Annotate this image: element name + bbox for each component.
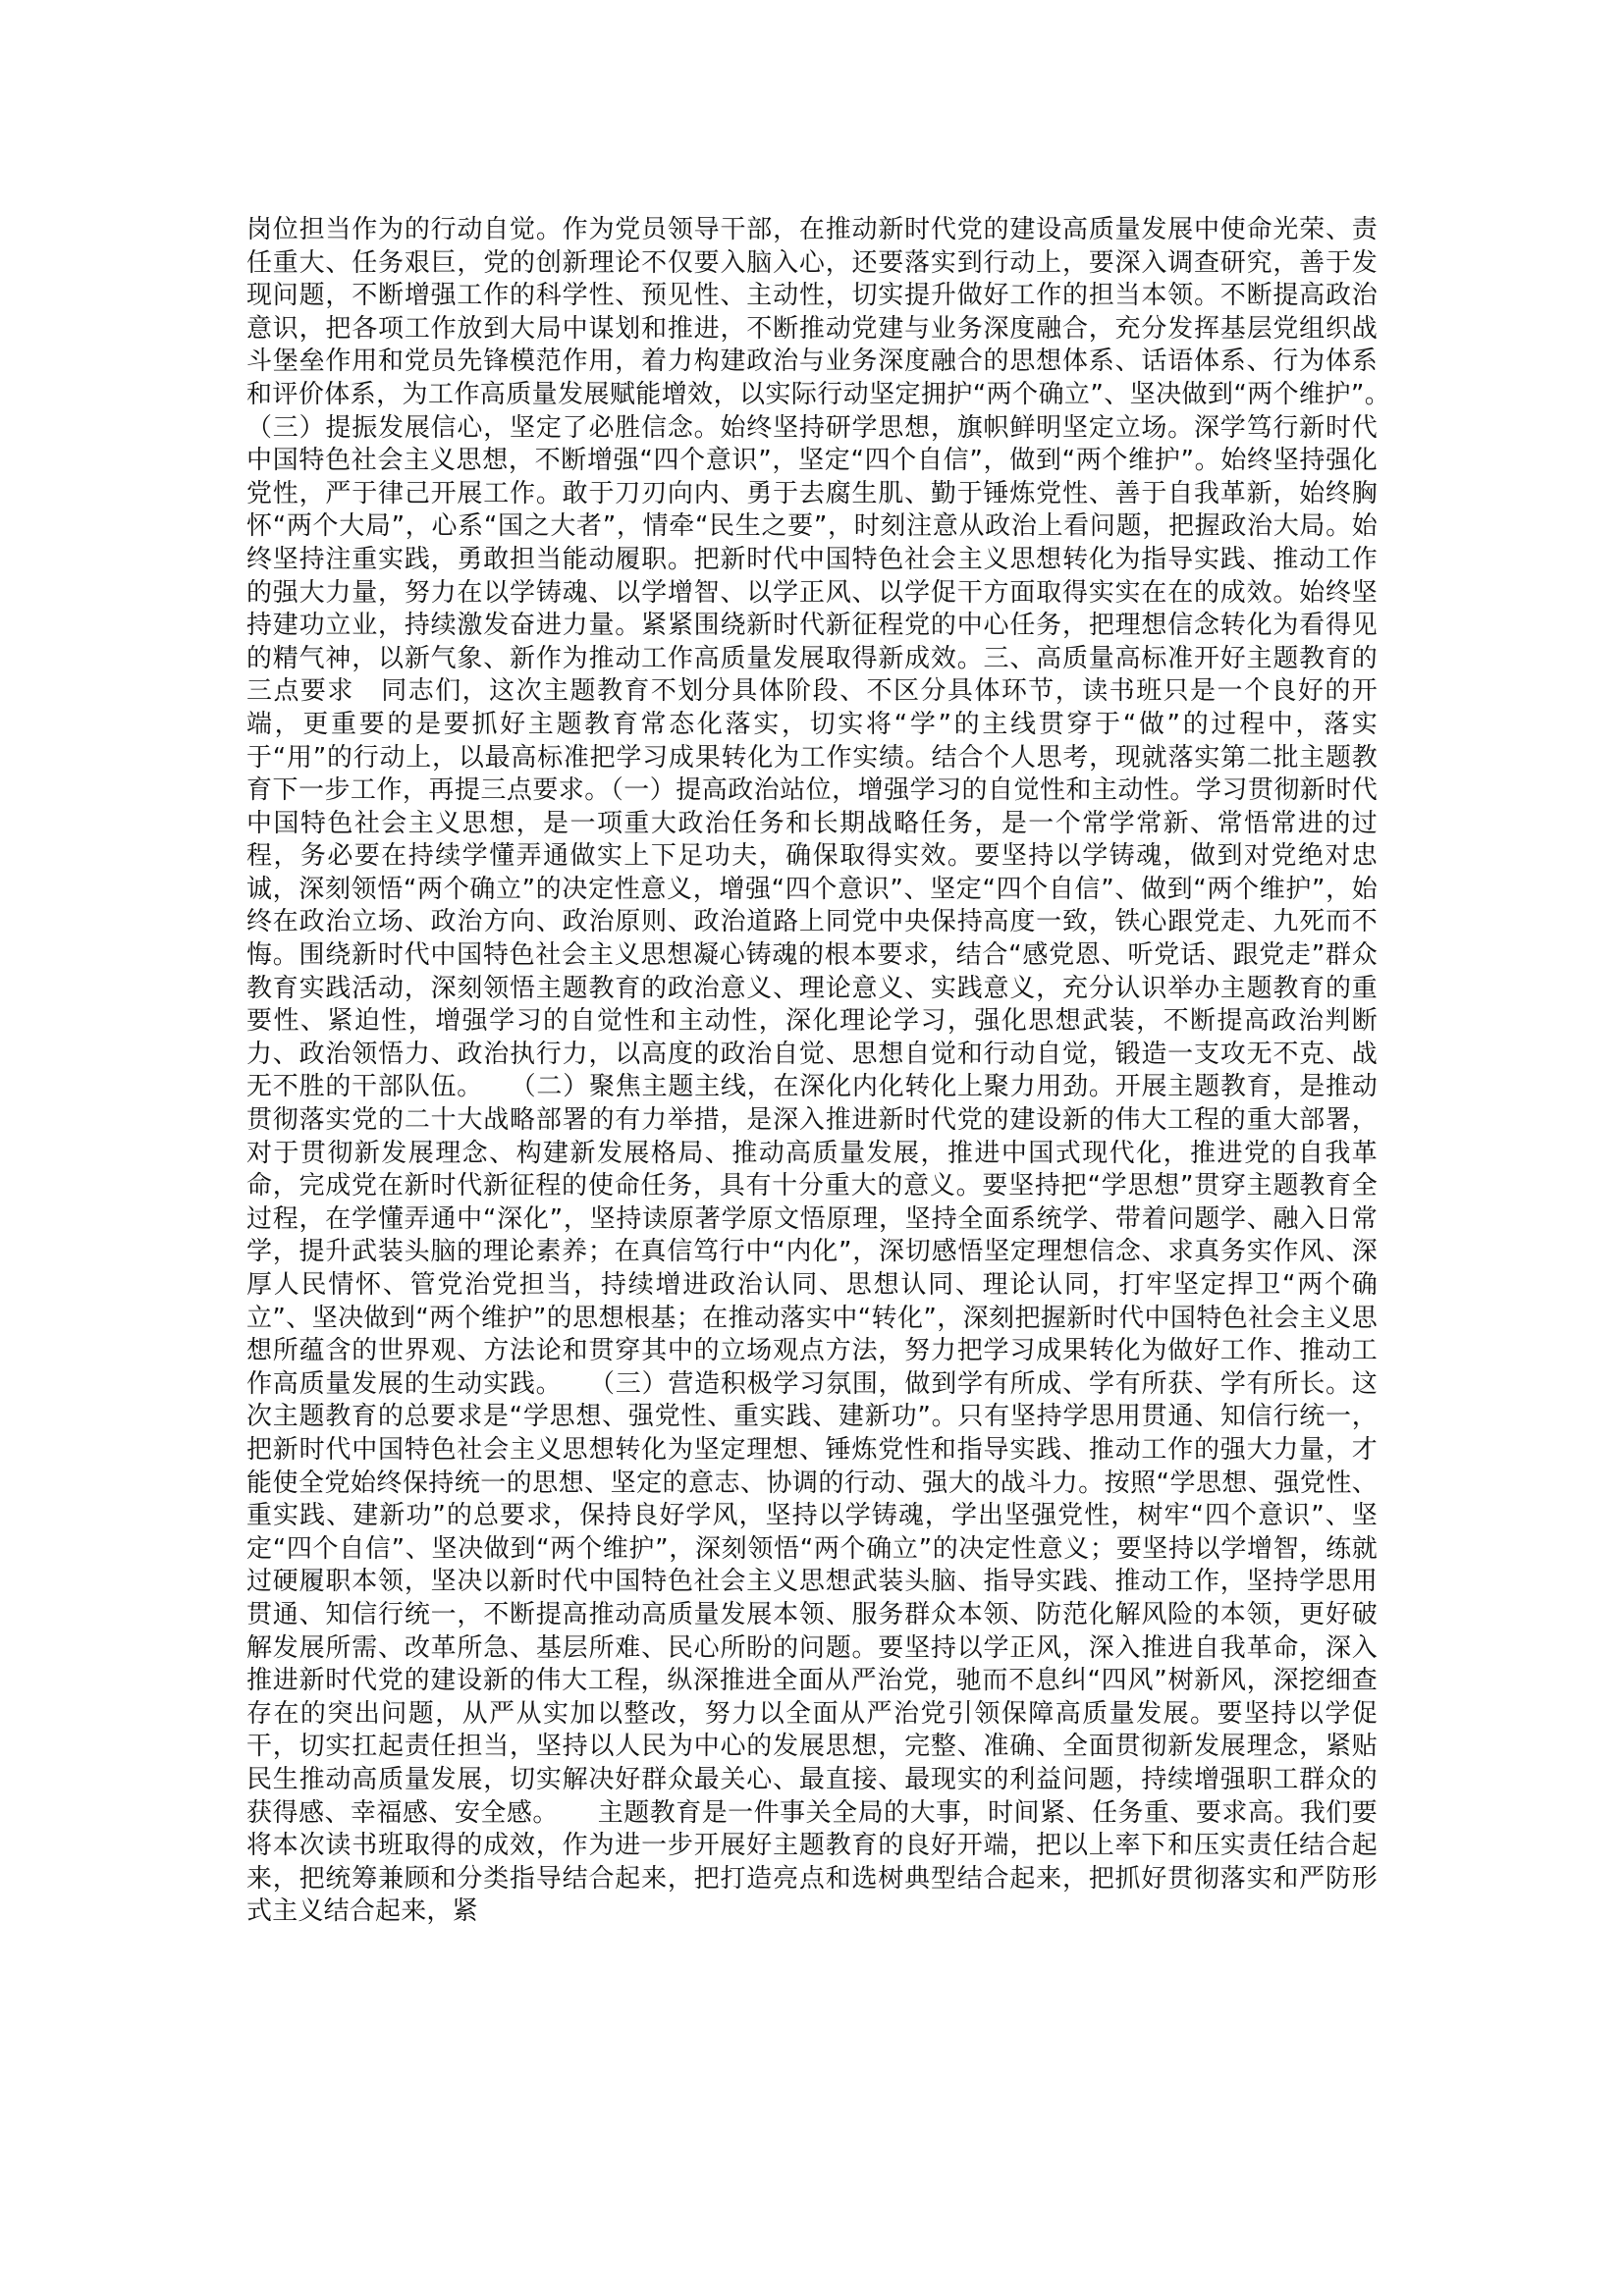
paragraph-1: 岗位担当作为的行动自觉。作为党员领导干部，在推动新时代党的建设高质量发展中使命光荣、责任重大、任务艰巨，党的创新理论不仅要入脑入心，还要落实到行动上，要深入调查研究，善于发现问题，不断增强工作的科学性、预见性、主动性，切实提升做好工作的担当本领。不断提高政治意识，把各项工作放到大局中谋划和推进，不断推动党建与业务深度融合，充分发挥基层党组织战斗堡垒作用和党员先锋模范作用，着力构建政治与业务深度融合的思想体系、话语体系、行为体系和评价体系，为工作高质量发展赋能增效，以实际行动坚定拥护“两个确立”、坚决做到“两个维护”。 （三）提振发展信心，坚定了必胜信念。始终坚持研学思想，旗帜鲜明坚定立场。深学笃行新时代中国特色社会主义思想，不断增强“四个意识”，坚定“四个自信”，做到“两个维护”。始终坚持强化党性，严于律己开展工作。敢于刀刃向内、勇于去腐生肌、勤于锤炼党性、善于自我革新，始终胸怀“两个大局”，心系“国之大者”，情牵“民生之要”，时刻注意从政治上看问题，把握政治大局。始终坚持注重实践，勇敢担当能动履职。把新时代中国特色社会主义思想转化为指导实践、推动工作的强大力量，努力在以学铸魂、以学增智、以学正风、以学促干方面取得实实在在的成效。始终坚持建功立业，持续激发奋进力量。紧紧围绕新时代新征程党的中心任务，把理想信念转化为看得见的精气神，以新气象、新作为推动工作高质量发展取得新成效。三、高质量高标准开好主题教育的三点要求 同志们，这次主题教育不划分具体阶段、不区分具体环节，读书班只是一个良好的开端，更重要的是要抓好主题教育常态化落实，切实将“学”的主线贯穿于“做”的过程中，落实于“用”的行动上，以最高标准把学习成果转化为工作实绩。结合个人思考，现就落实第二批主题教育下一步工作，再提三点要求。（一）提高政治站位，增强学习的自觉性和主动性。学习贯彻新时代中国特色社会主义思想，是一项重大政治任务和长期战略任务，是一个常学常新、常悟常进的过程，务必要在持续学懂弄通做实上下足功夫，确保取得实效。要坚持以学铸魂，做到对党绝对忠诚，深刻领悟“两个确立”的决定性意义，增强“四个意识”、坚定“四个自信”、做到“两个维护”，始终在政治立场、政治方向、政治原则、政治道路上同党中央保持高度一致，铁心跟党走、九死而不悔。围绕新时代中国特色社会主义思想凝心铸魂的根本要求，结合“感党恩、听党话、跟党走”群众教育实践活动，深刻领悟主题教育的政治意义、理论意义、实践意义，充分认识举办主题教育的重要性、紧迫性，增强学习的自觉性和主动性，深化理论学习，强化思想武装，不断提高政治判断力、政治领悟力、政治执行力，以高度的政治自觉、思想自觉和行动自觉，锻造一支攻无不克、战无不胜的干部队伍。 （二）聚焦主题主线，在深化内化转化上聚力用劲。开展主题教育，是推动贯彻落实党的二十大战略部署的有力举措，是深入推进新时代党的建设新的伟大工程的重大部署，对于贯彻新发展理念、构建新发展格局、推动高质量发展，推进中国式现代化，推进党的自我革命，完成党在新时代新征程的使命任务，具有十分重大的意义。要坚持把“学思想”贯穿主题教育全过程，在学懂弄通中“深化”，坚持读原著学原文悟原理，坚持全面系统学、带着问题学、融入日常学，提升武装头脑的理论素养；在真信笃行中“内化”，深切感悟坚定理想信念、求真务实作风、深厚人民情怀、管党治党担当，持续增进政治认同、思想认同、理论认同，打牢坚定捍卫“两个确立”、坚决做到“两个维护”的思想根基；在推动落实中“转化”，深刻把握新时代中国特色社会主义思想所蕴含的世界观、方法论和贯穿其中的立场观点方法，努力把学习成果转化为做好工作、推动工作高质量发展的生动实践。 （三）营造积极学习氛围，做到学有所成、学有所获、学有所长。这次主题教育的总要求是“学思想、强党性、重实践、建新功”。只有坚持学思用贯通、知信行统一，把新时代中国特色社会主义思想转化为坚定理想、锤炼党性和指导实践、推动工作的强大力量，才能使全党始终保持统一的思想、坚定的意志、协调的行动、强大的战斗力。按照“学思想、强党性、重实践、建新功”的总要求，保持良好学风，坚持以学铸魂，学出坚强党性，树牢“四个意识”、坚定“四个自信”、坚决做到“两个维护”，深刻领悟“两个确立”的决定性意义；要坚持以学增智，练就过硬履职本领，坚决以新时代中国特色社会主义思想武装头脑、指导实践、推动工作，坚持学思用贯通、知信行统一，不断提高推动高质量发展本领、服务群众本领、防范化解风险的本领，更好破解发展所需、改革所急、基层所难、民心所盼的问题。要坚持以学正风，深入推进自我革命，深入推进新时代党的建设新的伟大工程，纵深推进全面从严治党，驰而不息纠“四风”树新风，深挖细查存在的突出问题，从严从实加以整改，努力以全面从严治党引领保障高质量发展。要坚持以学促干，切实扛起责任担当，坚持以人民为中心的发展思想，完整、准确、全面贯彻新发展理念，紧贴民生推动高质量发展，切实解决好群众最关心、最直接、最现实的利益问题，持续增强职工群众的获得感、幸福感、安全感。 主题教育是一件事关全局的大事，时间紧、任务重、要求高。我们要将本次读书班取得的成效，作为进一步开展好主题教育的良好开端，把以上率下和压实责任结合起来，把统筹兼顾和分类指导结合起来，把打造亮点和选树典型结合起来，把抓好贯彻落实和严防形式主义结合起来，紧 — [246, 215, 1430, 1927]
body-text — [246, 214, 1430, 1929]
